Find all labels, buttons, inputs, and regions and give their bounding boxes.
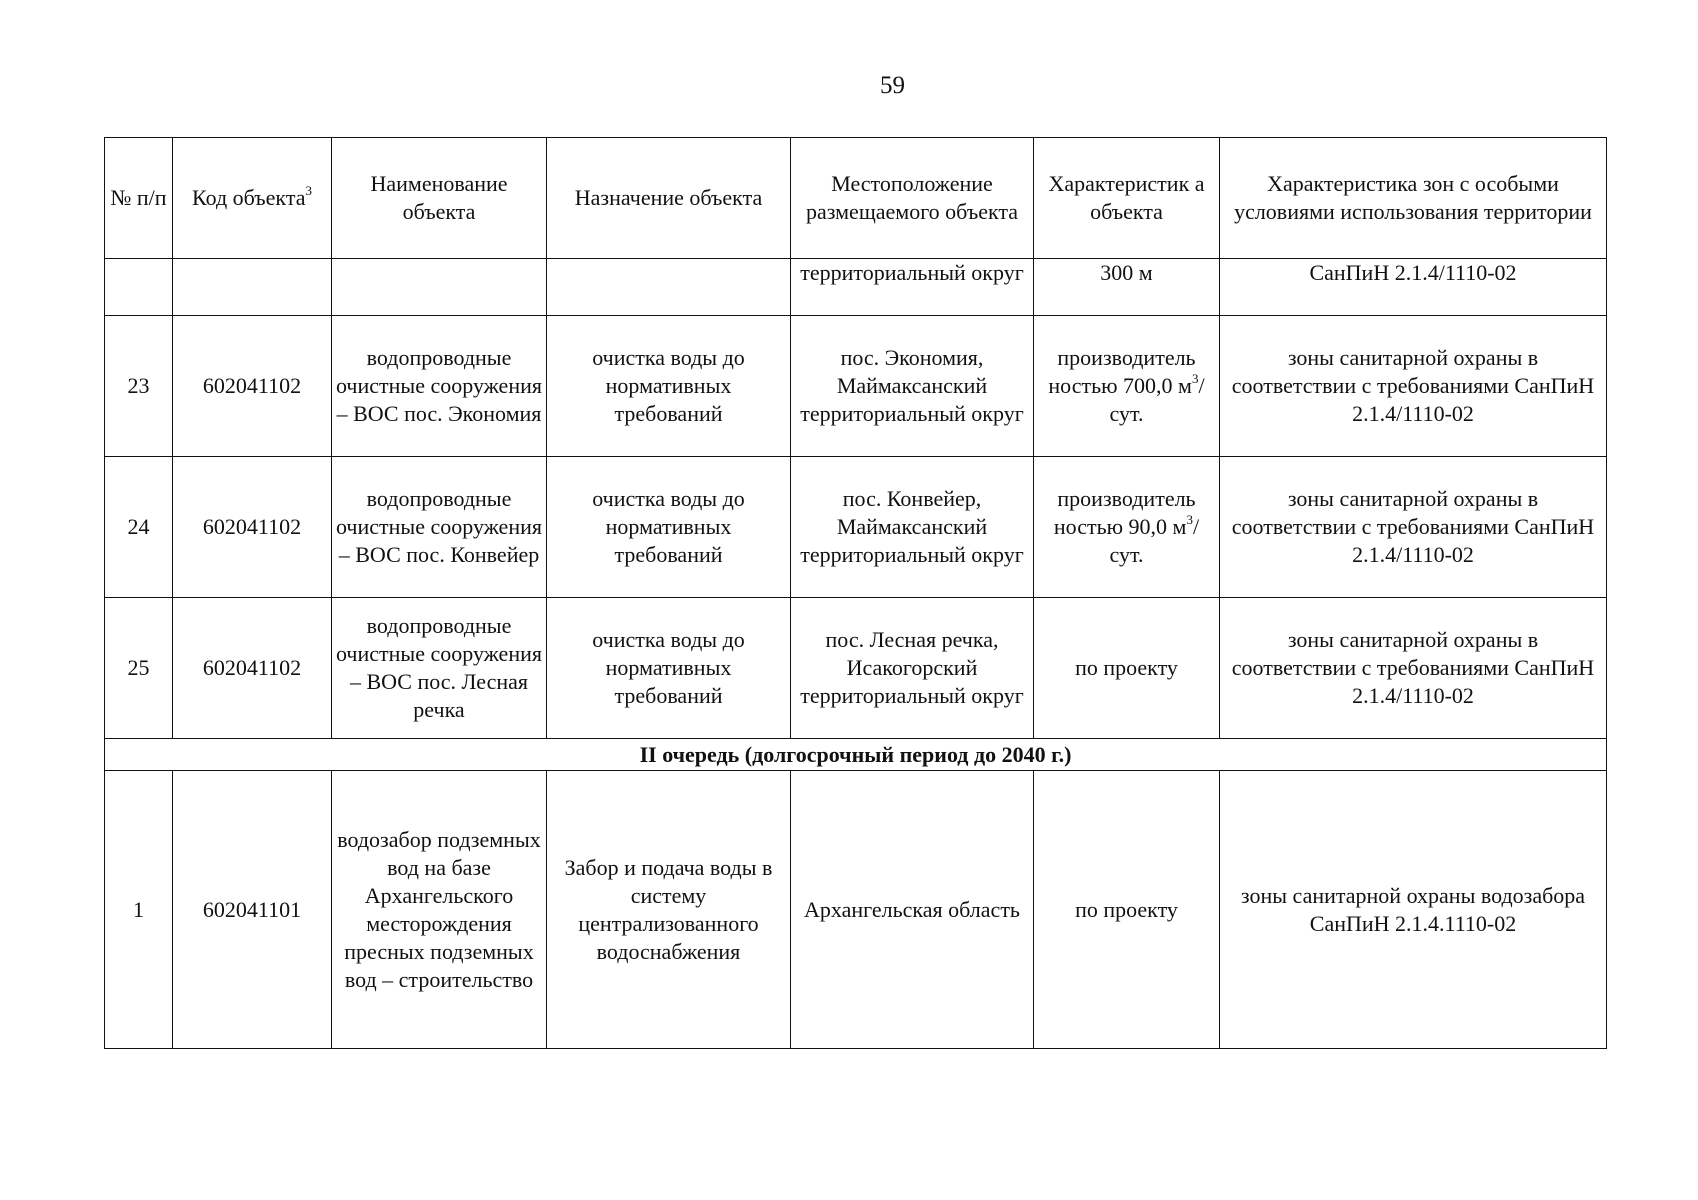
cell-num: 25 — [105, 598, 173, 739]
header-code-footnote: 3 — [305, 182, 312, 198]
cell-purpose: очистка воды до нормативных требований — [547, 457, 791, 598]
cell-name: водозабор подземных вод на базе Архангельского месторождения пресных подземных вод – строительство — [332, 771, 547, 1049]
cell-location: пос. Конвейер, Маймаксанский территориальный округ — [791, 457, 1034, 598]
table-row — [105, 457, 1607, 598]
header-characteristic: Характеристик а объекта — [1034, 138, 1220, 259]
header-code — [173, 138, 332, 259]
cell-characteristic — [1034, 457, 1220, 598]
cell-num — [105, 259, 173, 316]
header-purpose: Назначение объекта — [547, 138, 791, 259]
objects-table-wrapper — [104, 137, 1607, 1049]
section-title: II очередь (долгосрочный период до 2040 г.) — [105, 739, 1607, 771]
table-row — [105, 771, 1607, 1049]
cell-zones: зоны санитарной охраны в соответствии с требованиями СанПиН 2.1.4/1110-02 — [1220, 316, 1607, 457]
cell-zones: зоны санитарной охраны в соответствии с требованиями СанПиН 2.1.4/1110-02 — [1220, 598, 1607, 739]
cell-location: территориальный округ — [791, 259, 1034, 316]
cell-name — [332, 259, 547, 316]
cell-name: водопроводные очистные сооружения – ВОС пос. Экономия — [332, 316, 547, 457]
characteristic-main: производитель ностью 90,0 м — [1053, 486, 1196, 539]
cell-location: пос. Лесная речка, Исакогорский территориальный округ — [791, 598, 1034, 739]
cell-num: 23 — [105, 316, 173, 457]
header-code-label: Код объекта — [192, 185, 306, 210]
characteristic-main: производитель ностью 700,0 м — [1048, 345, 1196, 398]
cell-num: 1 — [105, 771, 173, 1049]
header-name: Наименование объекта — [332, 138, 547, 259]
header-num: № п/п — [105, 138, 173, 259]
cell-purpose: очистка воды до нормативных требований — [547, 598, 791, 739]
cell-code: 602041102 — [173, 316, 332, 457]
characteristic-superscript: 3 — [1191, 370, 1199, 386]
cell-location: пос. Экономия, Маймаксанский территориальный округ — [791, 316, 1034, 457]
cell-num: 24 — [105, 457, 173, 598]
table-row — [105, 598, 1607, 739]
cell-code: 602041102 — [173, 598, 332, 739]
table-header-row — [105, 138, 1607, 259]
cell-zones: СанПиН 2.1.4/1110-02 — [1220, 259, 1607, 316]
objects-table — [104, 137, 1607, 1049]
page-number: 59 — [880, 72, 905, 99]
cell-code: 602041102 — [173, 457, 332, 598]
cell-zones: зоны санитарной охраны водозабора СанПиН 2.1.4.1110-02 — [1220, 771, 1607, 1049]
cell-purpose: Забор и подача воды в систему централизованного водоснабжения — [547, 771, 791, 1049]
characteristic-superscript: 3 — [1186, 511, 1193, 527]
cell-code — [173, 259, 332, 316]
cell-name: водопроводные очистные сооружения – ВОС пос. Лесная речка — [332, 598, 547, 739]
cell-name: водопроводные очистные сооружения – ВОС пос. Конвейер — [332, 457, 547, 598]
cell-characteristic — [1034, 316, 1220, 457]
cell-code: 602041101 — [173, 771, 332, 1049]
cell-characteristic: 300 м — [1034, 259, 1220, 316]
table-row-continuation — [105, 259, 1607, 316]
header-zones: Характеристика зон с особыми условиями использования территории — [1220, 138, 1607, 259]
characteristic-tail: /сут. — [1109, 514, 1200, 567]
header-location: Местоположение размещаемого объекта — [791, 138, 1034, 259]
table-row — [105, 316, 1607, 457]
cell-purpose — [547, 259, 791, 316]
section-header-row — [105, 739, 1607, 771]
cell-zones: зоны санитарной охраны в соответствии с требованиями СанПиН 2.1.4/1110-02 — [1220, 457, 1607, 598]
cell-characteristic: по проекту — [1034, 598, 1220, 739]
cell-characteristic: по проекту — [1034, 771, 1220, 1049]
cell-purpose: очистка воды до нормативных требований — [547, 316, 791, 457]
characteristic-tail: /сут. — [1109, 373, 1205, 426]
cell-location: Архангельская область — [791, 771, 1034, 1049]
